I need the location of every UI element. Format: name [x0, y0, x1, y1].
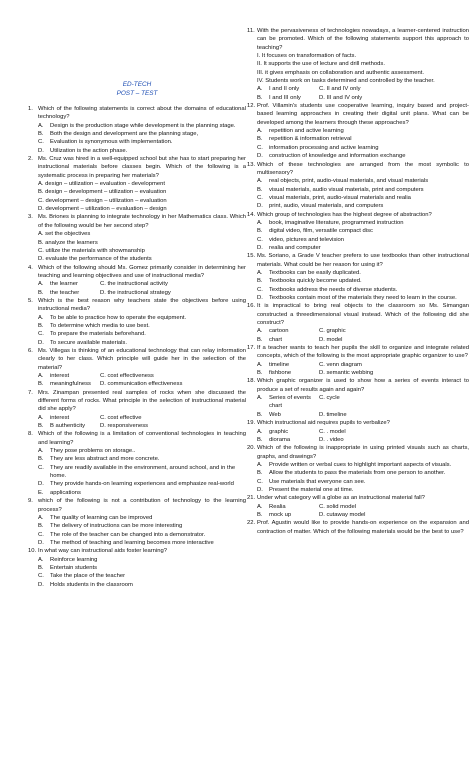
answer-choice: [247, 244, 469, 252]
choice-letter: B.: [257, 370, 263, 377]
choice-letter: B.: [38, 423, 44, 430]
answer-choice: [247, 236, 469, 244]
choice-text: Entertain students: [50, 564, 98, 571]
choice-text: C. graphic: [319, 328, 346, 335]
choice-letter: D.: [257, 203, 263, 210]
question-stem: In what way can instructional aids foster learning?: [38, 548, 167, 555]
choice-text: C. . model: [319, 428, 346, 435]
choice-text: Both the design and development are the planning stage,: [50, 131, 199, 138]
choice-text: D. . video: [319, 436, 344, 443]
choice-text: timeline: [269, 361, 290, 368]
question-item: [28, 547, 246, 555]
answer-choice: C. utilize the materials with showmanship: [38, 247, 145, 254]
question-stem: Under what category will a globe as an instructional material fall?: [257, 495, 425, 502]
choice-letter: D.: [257, 153, 263, 160]
choice-text: repetition and active learning: [269, 128, 344, 135]
choice-letter: B.: [257, 278, 263, 285]
choice-letter: B.: [257, 136, 263, 143]
answer-choice: I. It focuses on transformation of facts.: [257, 53, 357, 60]
choice-letter: D.: [38, 481, 44, 488]
question-item: [28, 430, 246, 447]
choice-text: I and II only: [269, 86, 300, 93]
answer-choice-pair: [247, 327, 469, 335]
answer-choice: [247, 461, 469, 469]
choice-text: The role of the teacher can be changed into a demonstrator.: [50, 531, 206, 538]
left-column: [28, 105, 246, 589]
choice-text: They are readily available in the environment, around school, and in the home.: [50, 464, 236, 480]
answer-choice-pair: [28, 289, 246, 297]
question-number: 1.: [28, 106, 33, 112]
answer-choice: [247, 286, 469, 294]
choice-letter: D.: [257, 486, 263, 493]
answer-choice: B. design – development – utilization – evaluation: [38, 189, 167, 196]
choice-letter: A.: [38, 373, 44, 379]
question-item: [28, 213, 246, 230]
question-stem: Prof. Villamin's students use cooperative learning, inquiry based and project-based learning approaches in creating their digital unit plans. What can be developed among the learners through these approaches?: [257, 103, 469, 126]
choice-text: D. III and IV only: [319, 94, 363, 101]
choice-text: C. the instructional activity: [100, 281, 168, 288]
choice-letter: A.: [257, 178, 263, 185]
question-stem: Which of the following is inappropriate in using printed visuals such as charts, graphs, and drawings?: [257, 445, 469, 460]
choice-text: I and III only: [269, 94, 301, 101]
choice-text: D. timeline: [319, 411, 347, 418]
right-column: [247, 27, 469, 536]
question-item: [28, 297, 246, 314]
choice-letter: A.: [257, 395, 263, 402]
choice-text: C. solid model: [319, 503, 357, 510]
choice-letter: B.: [257, 411, 263, 418]
question-number: 13.: [247, 161, 256, 168]
answer-choice: [247, 469, 469, 477]
answer-choice-pair: [247, 85, 469, 93]
answer-choice: [247, 478, 469, 486]
question-item: [247, 494, 469, 502]
question-stem: Which graphic organizer is used to show how a series of events interact to produce a set of results again and again?: [257, 378, 469, 393]
answer-choice: B. analyze the learners: [38, 239, 98, 246]
choice-letter: C.: [257, 144, 263, 151]
choice-text: Reinforce learning: [50, 556, 98, 563]
choice-text: interest: [50, 373, 70, 379]
answer-choice: [28, 314, 246, 322]
answer-choice: II. It supports the use of lecture and drill methods.: [257, 61, 385, 68]
test-title: ED-TECH: [122, 81, 152, 88]
choice-letter: C.: [257, 194, 263, 201]
answer-choice-pair: [247, 411, 469, 419]
choice-text: They pose problems on storage..: [50, 448, 136, 455]
question-stem: Which of the following statements is correct about the domains of educational technology?: [38, 106, 246, 121]
answer-choice: [247, 144, 469, 152]
answer-choice: [28, 514, 246, 522]
question-item: [247, 211, 469, 219]
choice-text: repetition & information retrieval: [269, 136, 352, 143]
choice-letter: A.: [257, 328, 263, 335]
choice-letter: B.: [38, 381, 44, 388]
answer-choice: [28, 447, 246, 455]
answer-choice-pair: [247, 511, 469, 519]
choice-text: B authenticity: [50, 423, 86, 430]
choice-text: visual materials, print, audio-visual materials and realia: [269, 194, 411, 201]
answer-choice: [28, 572, 246, 580]
choice-letter: B.: [257, 186, 263, 193]
choice-text: Textbooks address the needs of diverse students.: [269, 286, 398, 293]
answer-choice-pair: [247, 428, 469, 436]
choice-text: Present the material one at time.: [269, 486, 354, 493]
choice-letter: A.: [257, 503, 263, 510]
choice-letter: A.: [257, 461, 263, 468]
choice-letter: A.: [38, 448, 44, 455]
choice-letter: C.: [38, 464, 44, 471]
question-number: 5.: [28, 297, 33, 304]
choice-letter: B.: [257, 436, 263, 443]
choice-letter: C.: [38, 573, 44, 580]
choice-letter: B.: [257, 336, 263, 343]
choice-text: information processing and active learning: [269, 144, 379, 151]
choice-text: The quality of learning can be improved: [50, 514, 153, 521]
choice-letter: D.: [257, 295, 263, 301]
choice-text: meaningfulness: [50, 381, 91, 388]
choice-text: D. semantic webbing: [319, 370, 374, 377]
answer-choice: [28, 339, 246, 347]
choice-text: D. communication effectiveness: [100, 381, 183, 388]
choice-letter: B.: [38, 322, 44, 329]
question-number: 21.: [247, 495, 256, 502]
answer-choice: [28, 581, 246, 589]
choice-text: D. model: [319, 336, 343, 343]
choice-letter: A.: [38, 314, 44, 321]
choice-text: applications: [50, 489, 81, 496]
answer-choice: IV. Students work on tasks determined and controlled by the teacher.: [257, 78, 435, 85]
question-stem: Which group of technologies has the highest degree of abstraction?: [257, 211, 432, 218]
choice-text: digital video, film, versatile compact disc: [269, 228, 373, 235]
choice-text: D. cutaway model: [319, 511, 366, 518]
question-stem: If a teacher wants to teach her pupils the skill to organize and integrate related concepts, which of the following is the most appropriate graphic organizer to use?: [257, 345, 469, 360]
choice-text: Textbooks quickly become updated.: [269, 278, 362, 285]
choice-letter: D.: [38, 581, 44, 588]
answer-choice-pair: [28, 280, 246, 288]
choice-text: cartoon: [269, 328, 289, 335]
choice-text: Textbooks can be easily duplicated.: [269, 269, 361, 276]
choice-letter: B.: [257, 228, 263, 235]
choice-text: C. cost effectiveness: [100, 373, 154, 379]
choice-letter: A.: [38, 281, 44, 288]
answer-choice: [247, 127, 469, 135]
question-item: [28, 497, 246, 514]
question-stem: Prof. Agustin would like to provide hands-on experience on the expansion and contraction of matter. Which of the following materials would be the best to use?: [257, 520, 469, 535]
question-stem: Which of these technologies are arranged from the most symbolic to multisensory?: [257, 161, 469, 176]
answer-choice: A. design – utilization – evaluation - development: [38, 181, 166, 188]
answer-choice: C. development – design – utilization – evaluation: [38, 197, 167, 204]
question-item: [28, 264, 246, 281]
choice-text: realia and computer: [269, 244, 321, 251]
choice-letter: C.: [257, 286, 263, 293]
choice-text: diorama: [269, 436, 291, 443]
answer-choice: [247, 277, 469, 285]
answer-choice-pair: [28, 422, 246, 430]
choice-letter: A.: [38, 414, 44, 421]
choice-letter: A.: [257, 428, 263, 435]
choice-text: the teacher: [50, 289, 80, 296]
choice-letter: B.: [38, 131, 44, 138]
answer-choice: [28, 522, 246, 530]
answer-choice: [247, 294, 469, 302]
choice-text: graphic: [269, 428, 289, 435]
question-item: [28, 105, 246, 122]
choice-letter: C.: [38, 139, 44, 146]
choice-text: C. II and IV only: [319, 86, 361, 93]
answer-choice: [28, 138, 246, 146]
answer-choice-pair: [247, 361, 469, 369]
question-stem: Ms. Briones is planning to integrate technology in her Mathematics class. Which of the following would be her second step?: [38, 214, 246, 229]
answer-choice-pair: [28, 372, 246, 380]
choice-letter: A.: [257, 219, 263, 226]
question-item: [247, 252, 469, 269]
answer-choice-pair: [247, 336, 469, 344]
answer-choice: [28, 539, 246, 547]
choice-letter: E.: [38, 489, 44, 496]
choice-text: Use materials that everyone can see.: [269, 478, 366, 485]
choice-letter: C.: [38, 531, 44, 538]
choice-text: C. cycle: [319, 395, 340, 402]
choice-letter: D.: [38, 339, 44, 346]
choice-text: Take the place of the teacher: [50, 573, 126, 580]
choice-letter: A.: [257, 361, 263, 368]
choice-letter: D.: [38, 539, 44, 546]
question-number: 2.: [28, 156, 33, 163]
choice-text: C. cost effective: [100, 414, 142, 421]
question-number: 17.: [247, 345, 256, 352]
choice-letter: C.: [38, 331, 44, 338]
question-number: 6.: [28, 347, 33, 354]
question-number: 22.: [247, 520, 256, 527]
choice-text: real objects, print, audio-visual materials, and visual materials: [269, 178, 429, 185]
choice-text: construction of knowledge and information exchange: [269, 153, 406, 160]
question-stem: Which is the best reason why teachers state the objectives before using instructional media?: [38, 297, 246, 313]
choice-text: print, audio, visual materials, and computers: [269, 203, 384, 210]
question-item: [247, 377, 469, 394]
choice-text: The delivery of instructions can be more interesting: [50, 523, 183, 530]
answer-choice: [28, 464, 246, 481]
answer-choice: A. set the objectives: [38, 231, 91, 238]
choice-text: Realia: [269, 503, 286, 510]
question-stem: Ms. Villegas is thinking of an educational technology that can relay information clearly to her class. Which principle will guide her in the selection of the material?: [38, 347, 246, 371]
question-number: 11.: [247, 28, 255, 34]
answer-choice: [28, 122, 246, 130]
question-item: [247, 444, 469, 461]
answer-choice: [28, 322, 246, 330]
answer-choice: [247, 202, 469, 210]
choice-text: To secure available materials.: [50, 339, 127, 346]
question-item: [247, 419, 469, 427]
choice-letter: A.: [257, 86, 263, 93]
choice-text: interest: [50, 414, 70, 421]
choice-letter: D.: [38, 147, 44, 154]
choice-letter: B.: [38, 523, 44, 530]
choice-letter: A.: [257, 128, 263, 135]
choice-text: Utilization is the action phase.: [50, 147, 128, 154]
choice-text: Design is the production stage while development is the planning stage.: [50, 122, 236, 129]
choice-text: To be able to practice how to operate the equipment.: [50, 314, 187, 321]
question-item: [28, 389, 246, 414]
question-number: 14.: [247, 211, 256, 218]
answer-choice: [247, 135, 469, 143]
choice-letter: A.: [38, 556, 44, 563]
answer-choice: [28, 130, 246, 138]
choice-text: D. responsiveness: [100, 423, 149, 430]
question-stem: Ms. Cruz was hired in a well-equipped school but she has to start preparing her instructional materials before classes begin. Which of the following is a systematic process in preparing her materials?: [38, 156, 246, 179]
choice-letter: C.: [257, 236, 263, 243]
question-item: [247, 27, 469, 52]
question-number: 18.: [247, 378, 256, 385]
choice-text: Web: [269, 411, 281, 418]
choice-text: Series of events chart: [269, 395, 311, 410]
question-stem: Mrs. Zinampan presented real samples of rocks when she discussed the different forms of rocks. What principle in the selection of instructional material did she apply?: [38, 389, 246, 413]
question-number: 8.: [28, 431, 33, 438]
answer-choice: [28, 147, 246, 155]
question-stem: Which of the following should Ms. Gomez primarily consider in determining her teaching and learning objectives and use of instructional media?: [38, 264, 246, 279]
choice-text: They are less abstract and more concrete.: [50, 456, 160, 463]
choice-text: Textbooks contain most of the materials they need to learn in the course.: [269, 295, 457, 301]
choice-letter: D.: [257, 244, 263, 251]
choice-letter: A.: [38, 514, 44, 521]
choice-text: To prepare the materials beforehand.: [50, 331, 146, 338]
choice-text: Provide written or verbal cues to highlight important aspects of visuals.: [269, 461, 452, 468]
answer-choice: [28, 455, 246, 463]
choice-text: They provide hands-on learning experiences and emphasize real-world: [50, 481, 234, 488]
question-stem: which of the following is not a contribution of technology to the learning process?: [38, 498, 246, 513]
answer-choice: D. evaluate the performance of the students: [38, 256, 152, 263]
question-stem: Which of the following is a limitation of conventional technologies in teaching and learning?: [38, 431, 246, 446]
answer-choice: D. development – utilization – evaluation – design: [38, 206, 167, 213]
answer-choice-pair: [247, 503, 469, 511]
answer-choice-pair: [28, 380, 246, 388]
choice-letter: C.: [257, 478, 263, 485]
answer-choice-pair: [247, 436, 469, 444]
answer-choice: [247, 152, 469, 160]
choice-text: fishbone: [269, 370, 292, 377]
question-number: 12.: [247, 103, 256, 110]
answer-choice: III. it gives emphasis on collaboration and authentic assessment.: [257, 69, 424, 76]
choice-letter: B.: [257, 94, 263, 101]
question-item: [28, 155, 246, 180]
choice-text: Evaluation is synonymous with implementation.: [50, 139, 173, 146]
choice-text: Allow the students to pass the materials from one person to another.: [269, 470, 446, 477]
answer-choice: [28, 480, 246, 488]
question-item: [28, 347, 246, 372]
answer-choice: [247, 194, 469, 202]
answer-choice: [247, 186, 469, 194]
answer-choice: [28, 531, 246, 539]
choice-letter: A.: [257, 269, 263, 276]
question-number: 10.: [28, 548, 37, 555]
answer-choice-pair: [247, 369, 469, 377]
answer-choice-pair: [247, 394, 469, 411]
question-number: 16.: [247, 303, 256, 310]
choice-text: visual materials, audio visual materials, print and computers: [269, 186, 424, 193]
choice-text: Holds students in the classroom: [50, 581, 133, 588]
choice-letter: B.: [257, 470, 263, 477]
choice-text: The method of teaching and learning becomes more interactive: [50, 539, 214, 546]
answer-choice: [28, 330, 246, 338]
answer-choice: [247, 486, 469, 494]
choice-text: To determine which media to use best.: [50, 322, 150, 329]
answer-choice: [28, 556, 246, 564]
answer-choice-pair: [28, 414, 246, 422]
question-item: [247, 344, 469, 361]
choice-letter: A.: [38, 122, 44, 129]
answer-choice: [28, 489, 246, 497]
answer-choice-pair: [247, 94, 469, 102]
question-stem: Ms. Soriano, a Grade V teacher prefers to use textbooks than other instructional materials. What could be her reason for using it?: [257, 253, 469, 268]
answer-choice: [28, 564, 246, 572]
choice-letter: B.: [257, 511, 263, 518]
question-number: 7.: [28, 389, 33, 396]
question-item: [247, 302, 469, 327]
question-item: [247, 161, 469, 178]
choice-text: chart: [269, 336, 282, 343]
question-item: [247, 519, 469, 536]
answer-choice: [247, 177, 469, 185]
test-subtitle: POST – TEST: [116, 90, 158, 97]
answer-choice: [247, 227, 469, 235]
question-stem: With the pervasiveness of technologies nowadays, a learner-centered instruction can be promoted. Which of the following statements support this approach to teaching?: [257, 28, 469, 51]
choice-text: the learner: [50, 281, 78, 288]
choice-letter: B.: [38, 456, 44, 463]
choice-letter: B.: [38, 564, 44, 571]
choice-text: D. the instructional strategy: [100, 289, 171, 296]
question-number: 9.: [28, 498, 33, 505]
test-header: [28, 80, 246, 98]
choice-text: video, pictures and television: [269, 236, 345, 243]
question-stem: It is impractical to bring real objects to the classroom so Ms. Simangan constructed a threedimensional visual instead. Which of the following did she construct?: [257, 303, 469, 327]
question-item: [247, 102, 469, 127]
answer-choice: [247, 219, 469, 227]
choice-text: book, imaginative literature, programmed instruction: [269, 219, 404, 226]
question-number: 19.: [247, 420, 256, 427]
choice-letter: B.: [38, 289, 44, 296]
question-number: 4.: [28, 264, 33, 271]
answer-choice: [247, 269, 469, 277]
question-number: 20.: [247, 445, 256, 452]
question-number: 3.: [28, 214, 33, 221]
question-stem: Which instructional aid requires pupils to verbalize?: [257, 420, 390, 427]
question-number: 15.: [247, 253, 256, 260]
choice-text: C. venn diagram: [319, 361, 362, 368]
choice-text: mock up: [269, 511, 292, 518]
